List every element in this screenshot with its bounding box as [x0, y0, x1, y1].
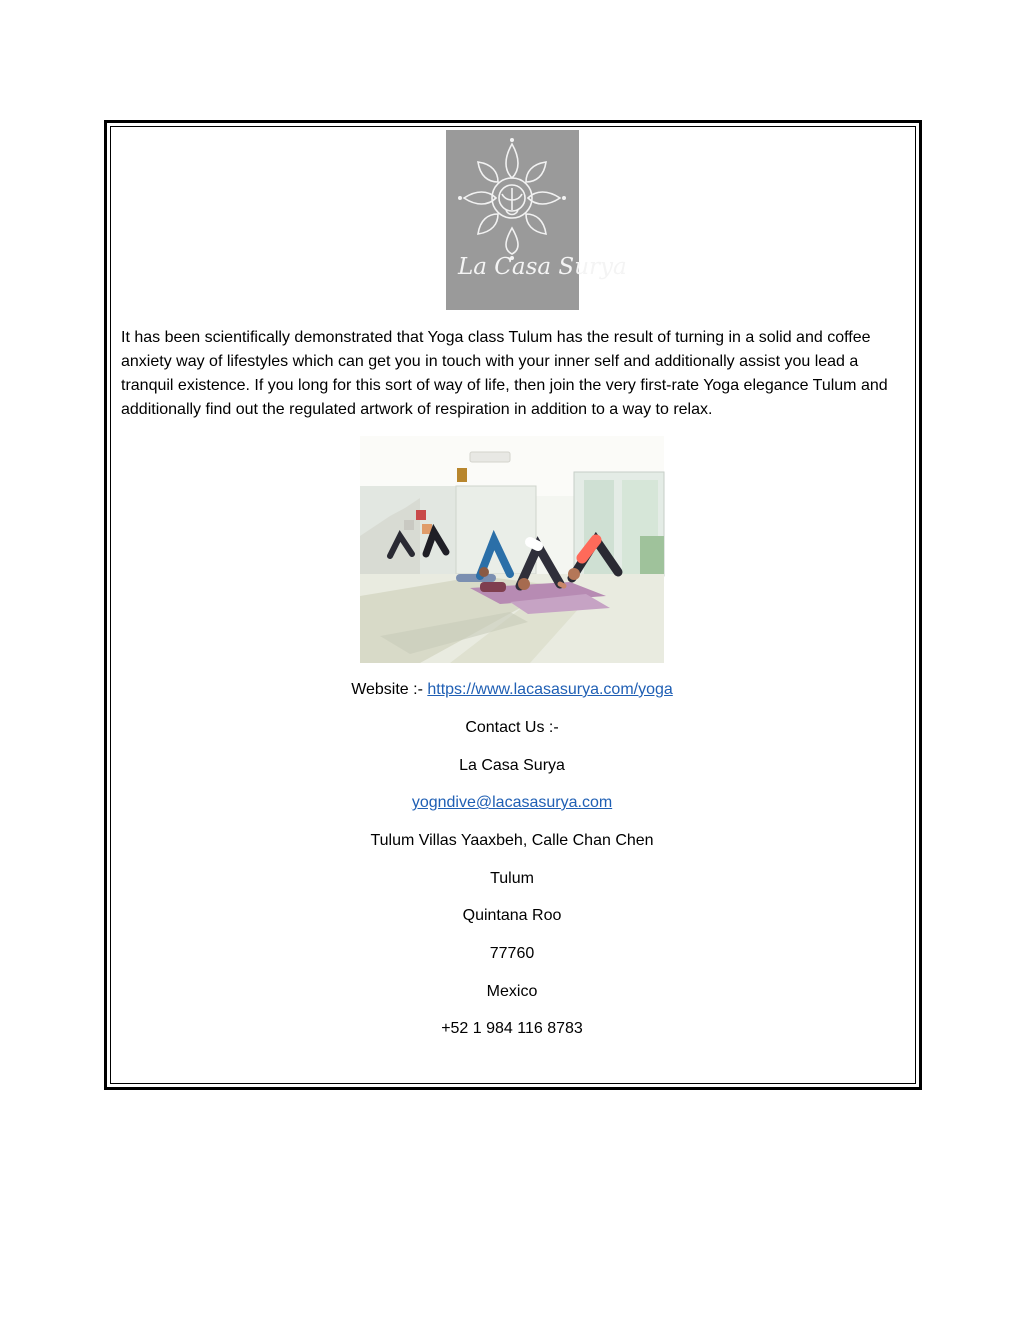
intro-paragraph: It has been scientifically demonstrated that Yoga class Tulum has the result of turning in a solid and coffee anxiety way of lifestyles which can get you in touch with your inner self and additionally assist you lead a tranquil existence. If you long for this sort of way of life, then join the very first-rate Yoga elegance Tulum and additionally find out the regulated artwork of respiration in addition to a way to relax.	[121, 329, 888, 418]
contact-email-line	[112, 793, 912, 813]
contact-city: Tulum	[490, 870, 534, 887]
contact-address: Tulum Villas Yaaxbeh, Calle Chan Chen	[370, 832, 654, 849]
website-label: Website :-	[351, 681, 428, 698]
website-line	[112, 680, 912, 700]
logo-text: La Casa Surya	[458, 254, 627, 280]
contact-name: La Casa Surya	[459, 757, 565, 774]
contact-email-link[interactable]: yogndive@lacasasurya.com	[411, 794, 613, 811]
contact-state: Quintana Roo	[462, 907, 562, 924]
yoga-class-photo	[360, 436, 664, 663]
contact-heading: Contact Us :-	[465, 719, 559, 736]
contact-postal-code: 77760	[489, 945, 535, 962]
website-link[interactable]: https://www.lacasasurya.com/yoga	[427, 681, 673, 698]
contact-phone: +52 1 984 116 8783	[441, 1020, 583, 1037]
contact-country: Mexico	[486, 983, 538, 1000]
